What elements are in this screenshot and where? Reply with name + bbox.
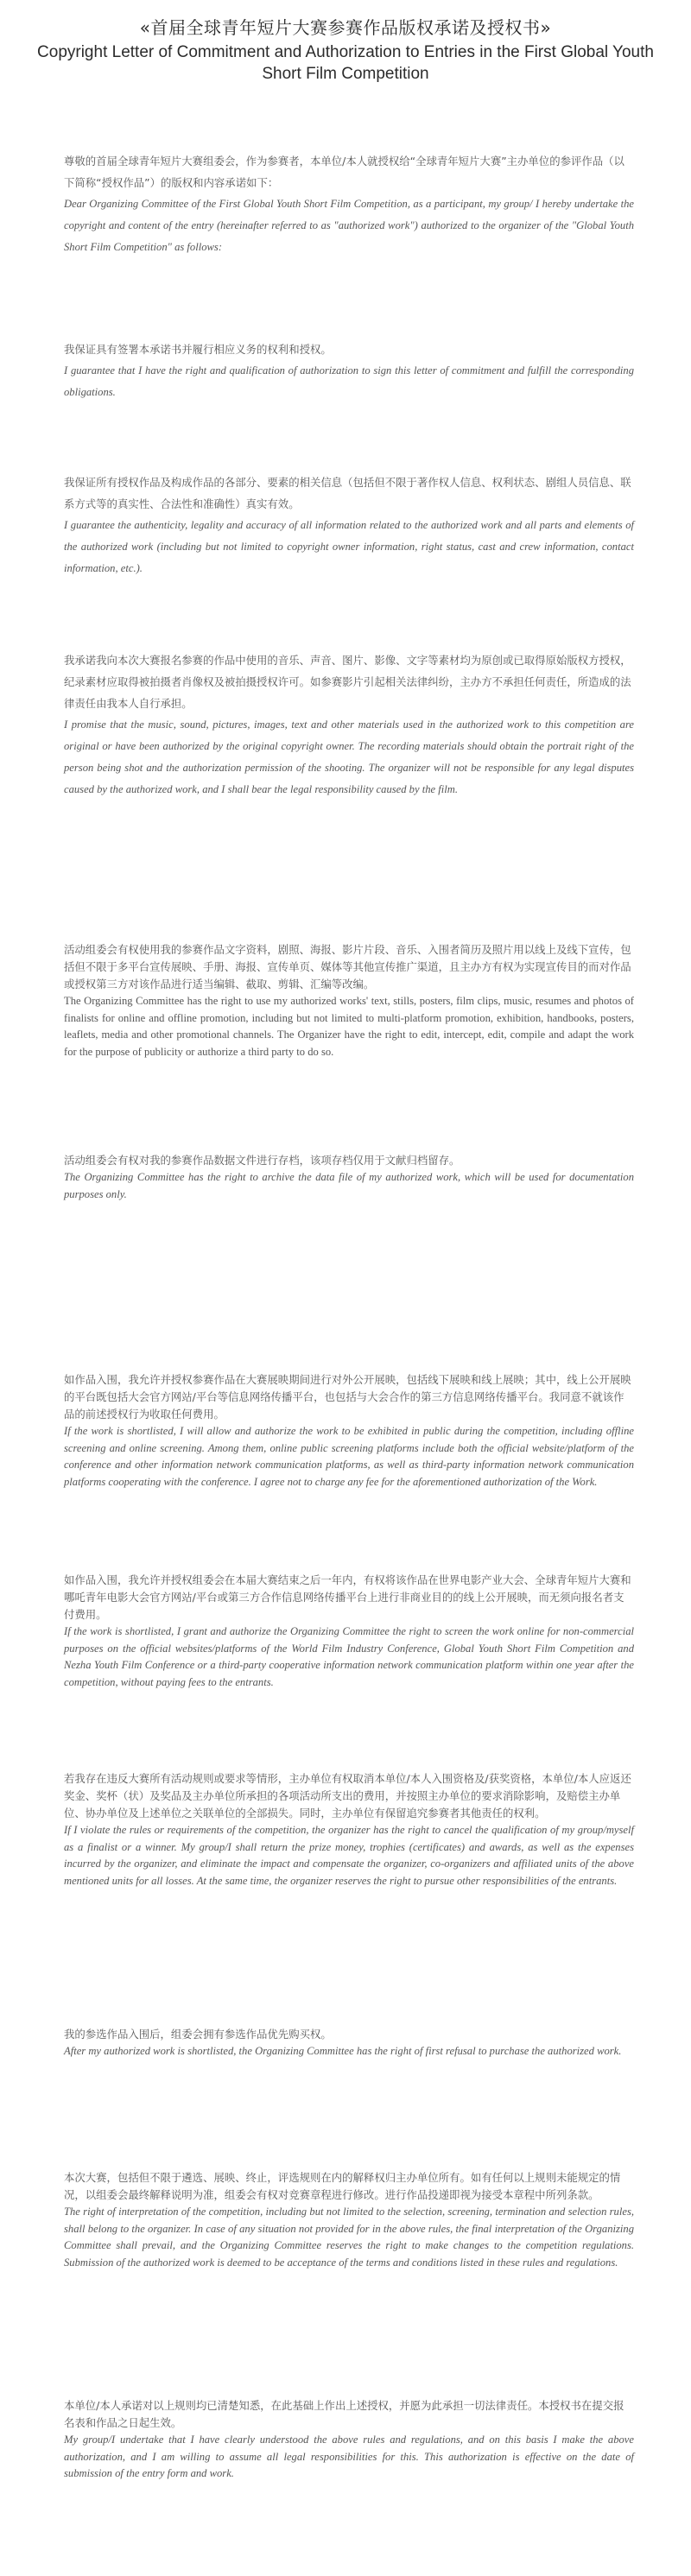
paragraph-en: After my authorized work is shortlisted, the Organizing Committee has the right of first refusal to purchase the authorized work. <box>64 2045 622 2057</box>
paragraph-zh: 如作品入围，我允许并授权组委会在本届大赛结束之后一年内，有权将该作品在世界电影产业大会、全球青年短片大赛和哪吒青年电影大会官方网站/平台或第三方合作信息网络传播平台上进行非商业目的的线上公开展映，而无须向报名者支付费用。 <box>64 1573 631 1621</box>
paragraph-en: I promise that the music, sound, pictures, images, text and other materials used in the authorized work to this competition are original or have been authorized by the original copyright owner. The recording materials should obtain the portrait right of the person being shot and the authorization permission of the shooting. The organizer will not be responsible for any legal disputes caused by the authorized work, and I shall bear the legal responsibility caused by the film. <box>64 718 634 795</box>
section-rule-violation <box>64 1770 634 1889</box>
paragraph-en: Dear Organizing Committee of the First Global Youth Short Film Competition, as a participant, my group/ I hereby undertake the copyright and content of the entry (hereinafter referred to as "authorized work") authorized to the organizer of the "Global Youth Short Film Competition" as follows: <box>64 198 634 253</box>
paragraph-zh: 我保证所有授权作品及构成作品的各部分、要素的相关信息（包括但不限于著作权人信息、权利状态、剧组人员信息、联系方式等的真实性、合法性和准确性）真实有效。 <box>64 476 631 510</box>
paragraph-en: If I violate the rules or requirements of the competition, the organizer has the right to cancel the qualification of my group/myself as a finalist or a winner. My group/I shall return the prize money, trophies (certificates) and awards, as well as the expenses incurred by the organizer, and eliminate the impact and compensate the organizer, co-organizers and affiliated units of the above mentioned units for all losses. At the same time, the organizer reserves the right to pursue other responsibilities of the entrants. <box>64 1824 634 1887</box>
paragraph-en: The right of interpretation of the competition, including but not limited to the selection, screening, termination and selection rules, shall belong to the organizer. In case of any situation not provided for in the above rules, the final interpretation of the Organizing Committee shall prevail, and the Organizing Committee reserves the right to make changes to the competition regulations. Submission of the authorized work is deemed to be acceptance of the terms and conditions listed in these rules and regulations. <box>64 2206 634 2269</box>
paragraph-en: My group/I undertake that I have clearly understood the above rules and regulations, and on this basis I make the above authorization, and I am willing to assume all legal responsibilities for this. This authorization is effective on the date of submission of the entry form and work. <box>64 2434 634 2479</box>
section-screening-during-competition <box>64 1371 634 1491</box>
paragraph-en: I guarantee the authenticity, legality and accuracy of all information related to the authorized work and all parts and elements of the authorized work (including but not limited to copyright owner information, right status, cast and crew information, contact information, etc.). <box>64 519 634 574</box>
paragraph-zh: 我保证具有签署本承诺书并履行相应义务的权利和授权。 <box>64 343 332 356</box>
paragraph-en: If the work is shortlisted, I grant and authorize the Organizing Committee the right to screen the work online for non-commercial purposes on the official websites/platforms of the World Film Industry Conference, Global Youth Short Film Competition and Nezha Youth Film Conference or a third-party cooperative information network communication platform within one year after the competition, without paying fees to the entrants. <box>64 1625 634 1688</box>
section-promotion-rights <box>64 941 634 1060</box>
document-title-en: Copyright Letter of Commitment and Authorization to Entries in the First Global Youth Short Film Competition <box>37 43 654 83</box>
paragraph-zh: 活动组委会有权对我的参赛作品数据文件进行存档，该项存档仅用于文献归档留存。 <box>64 1154 460 1167</box>
paragraph-zh: 我的参选作品入围后，组委会拥有参选作品优先购买权。 <box>64 2028 332 2041</box>
section-salutation <box>64 150 634 258</box>
paragraph-zh: 尊敬的首届全球青年短片大赛组委会，作为参赛者，本单位/本人就授权给“全球青年短片大赛”主办单位的参评作品（以下简称“授权作品”）的版权和内容承诺如下： <box>64 155 624 189</box>
paragraph-zh: 我承诺我向本次大赛报名参赛的作品中使用的音乐、声音、图片、影像、文字等素材均为原创或已取得原始版权方授权，纪录素材应取得被拍摄者肖像权及被拍摄授权许可。如参赛影片引起相关法律纠纷，主办方不承担任何责任，所造成的法律责任由我本人自行承担。 <box>64 654 631 710</box>
paragraph-zh: 活动组委会有权使用我的参赛作品文字资料，剧照、海报、影片片段、音乐、入围者简历及照片用以线上及线下宣传，包括但不限于多平台宣传展映、手册、海报、宣传单页、媒体等其他宣传推广渠道，且主办方有权为实现宣传目的而对作品或授权第三方对该作品进行适当编辑、截取、剪辑、汇编等改编。 <box>64 943 631 991</box>
paragraph-en: The Organizing Committee has the right to use my authorized works' text, stills, posters, film clips, music, resumes and photos of finalists for online and offline promotion, including but not limited to multi-platform promotion, exhibition, handbooks, posters, leaflets, media and other promotional channels. The Organizer have the right to edit, intercept, edit, compile and adapt the work for the purpose of publicity or authorize a third party to do so. <box>64 995 634 1058</box>
paragraph-en: If the work is shortlisted, I will allow and authorize the work to be exhibited in public during the competition, including offline screening and online screening. Among them, online public screening platforms include both the official website/platform of the conference and other information network communication platforms, as well as third-party information network communication platforms cooperating with the conference. I agree not to charge any fee for the aforementioned authorization of the Work. <box>64 1425 634 1488</box>
section-right-of-first-refusal <box>64 2026 634 2060</box>
paragraph-zh: 如作品入围，我允许并授权参赛作品在大赛展映期间进行对外公开展映，包括线下展映和线上展映；其中，线上公开展映的平台既包括大会官方网站/平台等信息网络传播平台，也包括与大会合作的第三方信息网络传播平台。我同意不就该作品的前述授权行为收取任何费用。 <box>64 1373 631 1421</box>
section-post-competition-screening <box>64 1572 634 1691</box>
section-archive-rights <box>64 1152 634 1203</box>
section-final-undertaking <box>64 2397 634 2483</box>
section-original-materials <box>64 649 634 801</box>
paragraph-en: The Organizing Committee has the right to archive the data file of my authorized work, which will be used for documentation purposes only. <box>64 1171 634 1200</box>
paragraph-zh: 若我存在违反大赛所有活动规则或要求等情形，主办单位有权取消本单位/本人入围资格及/获奖资格，本单位/本人应返还奖金、奖杯（状）及奖品及主办单位所承担的各项活动所支出的费用，并按照主办单位的要求消除影响，及赔偿主办单位、协办单位及上述单位之关联单位的全部损失。同时，主办单位有保留追究参赛者其他责任的权利。 <box>64 1772 631 1820</box>
section-interpretation-rights <box>64 2169 634 2271</box>
document-title-zh: «首届全球青年短片大赛参赛作品版权承诺及授权书» <box>139 17 552 38</box>
section-guarantee-information <box>64 472 634 579</box>
section-guarantee-authority <box>64 339 634 403</box>
paragraph-en: I guarantee that I have the right and qualification of authorization to sign this letter of commitment and fulfill the corresponding obligations. <box>64 364 634 398</box>
paragraph-zh: 本次大赛，包括但不限于遴选、展映、终止，评选规则在内的解释权归主办单位所有。如有任何以上规则未能规定的情况，以组委会最终解释说明为准，组委会有权对竞赛章程进行修改。进行作品投递即视为接受本章程中所列条款。 <box>64 2171 621 2201</box>
paragraph-zh: 本单位/本人承诺对以上规则均已清楚知悉，在此基础上作出上述授权，并愿为此承担一切法律责任。本授权书在提交报名表和作品之日起生效。 <box>64 2399 624 2429</box>
